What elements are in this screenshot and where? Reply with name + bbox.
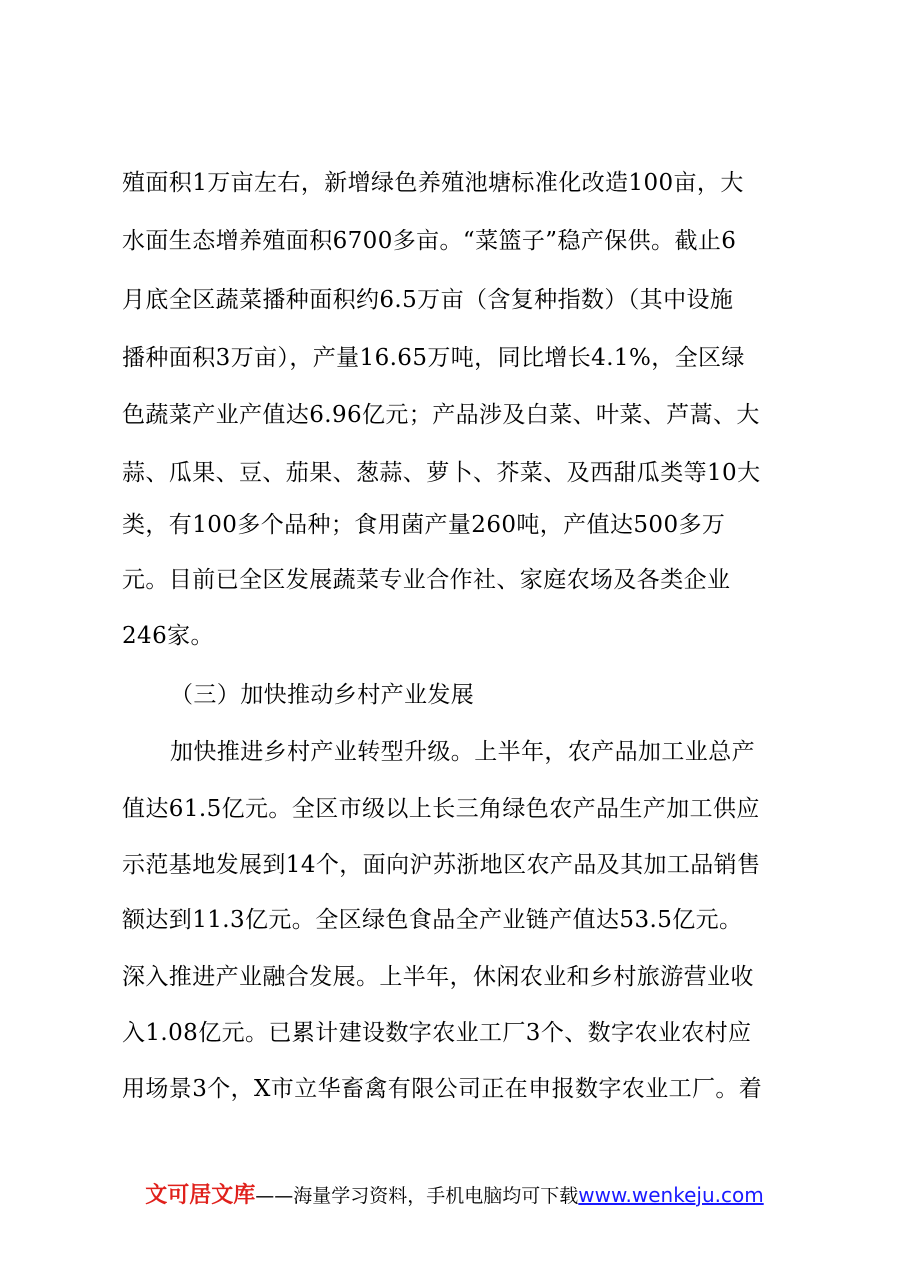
text-line: 入1.08亿元。已累计建设数字农业工厂3个、数字农业农村应 (122, 1020, 752, 1046)
text-line: 水面生态增养殖面积6700多亩。“菜篮子”稳产保供。截止6 (122, 228, 737, 254)
text-line: 殖面积1万亩左右，新增绿色养殖池塘标准化改造100亩，大 (122, 170, 744, 196)
text-line: 月底全区蔬菜播种面积约6.5万亩（含复种指数）（其中设施 (122, 287, 734, 313)
text-line: 类，有100多个品种；食用菌产量260吨，产值达500多万 (122, 512, 726, 538)
text-line: 值达61.5亿元。全区市级以上长三角绿色农产品生产加工供应 (122, 796, 760, 822)
brand-name: 文可居文库 (145, 1183, 256, 1208)
footer-banner (0, 1182, 909, 1209)
text-line: 额达到11.3亿元。全区绿色食品全产业链产值达53.5亿元。 (122, 907, 743, 933)
text-line: 色蔬菜产业产值达6.96亿元；产品涉及白菜、叶菜、芦蒿、大 (122, 402, 760, 428)
text-line: 示范基地发展到14个，面向沪苏浙地区农产品及其加工品销售 (122, 852, 761, 878)
text-line: 蒜、瓜果、豆、茄果、葱蒜、萝卜、芥菜、及西甜瓜类等10大 (122, 460, 761, 486)
text-line: 用场景3个，X市立华畜禽有限公司正在申报数字农业工厂。着 (122, 1076, 763, 1102)
footer-slogan: ——海量学习资料，手机电脑均可下载 (255, 1185, 579, 1207)
text-line: 播种面积3万亩），产量16.65万吨，同比增长4.1%，全区绿 (122, 345, 745, 371)
section-heading: （三）加快推动乡村产业发展 (170, 682, 475, 708)
text-line: 深入推进产业融合发展。上半年，休闲农业和乡村旅游营业收 (122, 964, 754, 990)
website-link[interactable]: www.wenkeju.com (578, 1183, 764, 1207)
text-line: 246家。 (122, 623, 214, 649)
text-line: 元。目前已全区发展蔬菜专业合作社、家庭农场及各类企业 (122, 567, 731, 593)
paragraph-first-line: 加快推进乡村产业转型升级。上半年，农产品加工业总产 (170, 739, 755, 765)
